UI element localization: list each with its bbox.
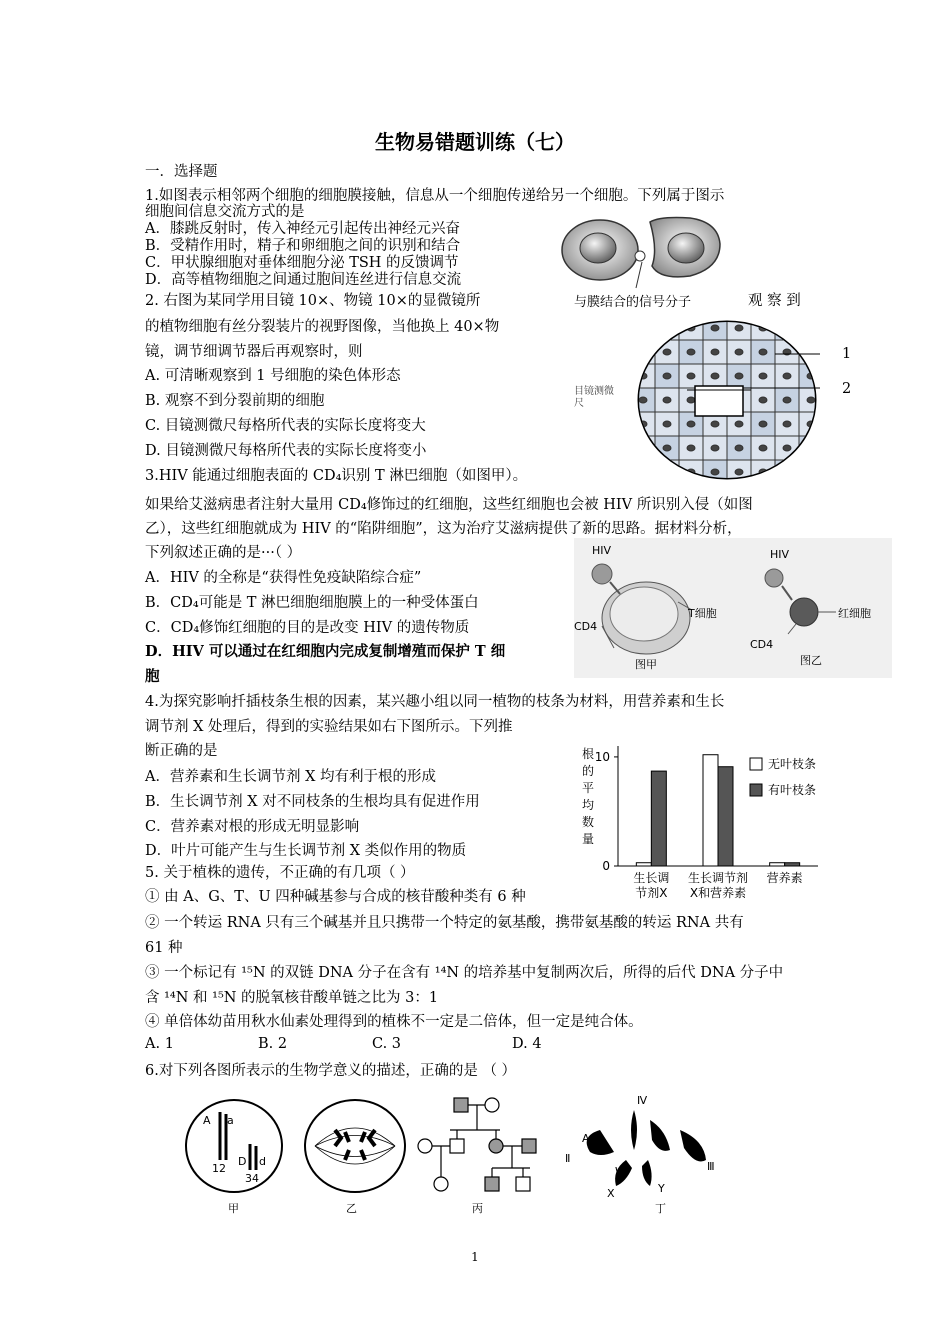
q6-caption-ding: 丁 xyxy=(655,1202,666,1215)
y-tick-label: 0 xyxy=(602,859,610,873)
q3-option-c: C．CD₄修饰红细胞的目的是改变 HIV 的遗传物质 xyxy=(145,620,470,636)
field-nucleus xyxy=(639,349,647,355)
y-axis-label-char: 均 xyxy=(582,798,595,812)
field-nucleus xyxy=(783,373,791,379)
q6-label-a: a xyxy=(227,1114,234,1127)
field-nucleus xyxy=(783,325,791,331)
field-nucleus xyxy=(687,349,695,355)
field-nucleus xyxy=(735,373,743,379)
q2-microscope-field xyxy=(635,320,820,482)
x-tick-label: 节剂X xyxy=(635,886,668,900)
q6-label-d: d xyxy=(259,1155,266,1168)
q6-caption-bing: 丙 xyxy=(472,1202,483,1215)
legend-swatch xyxy=(750,784,762,796)
q5-item-3-line1: ③ 一个标记有 ¹⁵N 的双链 DNA 分子在含有 ¹⁴N 的培养基中复制两次后，所得的后代 DNA 分子中 xyxy=(145,965,784,981)
q3-label-cd4-a: CD4 xyxy=(574,620,598,633)
y-axis-label-char: 的 xyxy=(582,764,595,778)
q3-option-d-line2: 胞 xyxy=(145,668,160,685)
field-nucleus xyxy=(711,325,719,331)
field-nucleus xyxy=(663,421,671,427)
q3-label-rbc: 红细胞 xyxy=(838,607,871,620)
q1-figure-label: 与膜结合的信号分子 xyxy=(574,295,692,310)
q6-stem: 6.对下列各图所表示的生物学意义的描述，正确的是 （ ） xyxy=(145,1063,517,1079)
field-cell xyxy=(799,340,820,364)
section-heading: 一．选择题 xyxy=(145,164,218,180)
x-tick-label: 生长调 xyxy=(633,871,670,885)
y-axis-label-char: 数 xyxy=(582,815,595,829)
q4-option-c: C．营养素对根的形成无明显影响 xyxy=(145,819,360,835)
legend-swatch xyxy=(750,758,762,770)
q4-bar-chart xyxy=(570,740,850,910)
q6-label-III: Ⅲ xyxy=(707,1160,715,1173)
field-nucleus xyxy=(783,445,791,451)
q6-label-dA: A xyxy=(582,1132,590,1145)
q1-stem-line1: 1.如图表示相邻两个细胞的细胞膜接触，信息从一个细胞传递给另一个细胞。下列属于图示 xyxy=(145,188,725,204)
field-cell xyxy=(799,320,820,340)
field-nucleus xyxy=(759,349,767,355)
field-nucleus xyxy=(711,373,719,379)
q3-stem-line3: 乙），这些红细胞就成为 HIV 的“陷阱细胞”，这为治疗艾滋病提供了新的思路。据材料分析， xyxy=(145,521,742,537)
field-cell xyxy=(635,340,655,364)
q5-option-d: D. 4 xyxy=(512,1036,542,1052)
q5-item-3-line2: 含 ¹⁴N 和 ¹⁵N 的脱氧核苷酸单链之比为 3：1 xyxy=(145,990,439,1006)
q5-option-c: C. 3 xyxy=(372,1036,402,1052)
field-nucleus xyxy=(639,325,647,331)
q4-option-d: D．叶片可能产生与生长调节剂 X 类似作用的物质 xyxy=(145,843,467,859)
field-nucleus xyxy=(663,445,671,451)
bar-with-leaf xyxy=(785,863,800,866)
page-title: 生物易错题训练（七） xyxy=(375,130,575,154)
q6-label-12: 12 xyxy=(212,1162,226,1175)
q2-stem-line1-tail: 观 察 到 xyxy=(748,293,801,309)
q3-caption-b: 图乙 xyxy=(800,654,822,667)
field-nucleus xyxy=(663,397,671,403)
q1-cell-figure xyxy=(560,212,730,292)
field-cell xyxy=(775,320,799,340)
q4-option-a: A．营养素和生长调节剂 X 均有利于根的形成 xyxy=(145,769,437,785)
q3-label-tcell: T细胞 xyxy=(688,607,717,620)
q5-stem: 5. 关于植株的遗传，不正确的有几项（ ） xyxy=(145,865,415,881)
field-nucleus xyxy=(639,469,647,475)
q4-stem-line2: 调节剂 X 处理后，得到的实验结果如右下图所示。下列推 xyxy=(145,719,513,735)
q6-label-34: 34 xyxy=(245,1172,259,1185)
field-nucleus xyxy=(807,397,815,403)
q2-stem-line2: 的植物细胞有丝分裂装片的视野图像，当他换上 40×物 xyxy=(145,319,500,335)
q2-option-a: A. 可清晰观察到 1 号细胞的染色体形态 xyxy=(145,368,401,384)
field-nucleus xyxy=(663,469,671,475)
field-nucleus xyxy=(687,421,695,427)
y-axis-label-char: 平 xyxy=(582,781,595,795)
x-tick-label: 营养素 xyxy=(766,871,803,885)
field-cell xyxy=(635,460,655,482)
field-nucleus xyxy=(759,421,767,427)
field-nucleus xyxy=(639,445,647,451)
q6-label-D: D xyxy=(238,1155,247,1168)
bar-with-leaf xyxy=(718,767,733,866)
field-cell xyxy=(635,436,655,460)
x-tick-label: X和营养素 xyxy=(689,886,747,900)
q3-caption-a: 图甲 xyxy=(635,658,657,671)
field-nucleus xyxy=(663,349,671,355)
q1-option-d: D．高等植物细胞之间通过胞间连丝进行信息交流 xyxy=(145,272,462,288)
field-nucleus xyxy=(687,397,695,403)
field-nucleus xyxy=(735,421,743,427)
q6-label-X: X xyxy=(607,1187,615,1200)
q5-item-2-line1: ② 一个转运 RNA 只有三个碱基并且只携带一个特定的氨基酸，携带氨基酸的转运 RNA 共有 xyxy=(145,915,744,931)
q4-stem-line1: 4.为探究影响扦插枝条生根的因素，某兴趣小组以同一植物的枝条为材料，用营养素和生长 xyxy=(145,694,725,710)
q4-stem-line3: 断正确的是 xyxy=(145,743,218,759)
q1-stem-line2: 细胞间信息交流方式的是 xyxy=(145,204,305,220)
field-nucleus xyxy=(663,373,671,379)
q4-option-b: B．生长调节剂 X 对不同枝条的生根均具有促进作用 xyxy=(145,794,480,810)
q1-option-a: A．膝跳反射时，传入神经元引起传出神经元兴奋 xyxy=(145,221,460,237)
field-nucleus xyxy=(783,421,791,427)
q2-figure-number-1: 1 xyxy=(842,346,852,362)
bar-no-leaf xyxy=(636,863,651,866)
q6-label-Y: Y xyxy=(658,1182,665,1195)
y-axis-label-char: 根 xyxy=(582,747,595,761)
q3-stem-line4: 下列叙述正确的是···（ ） xyxy=(145,545,302,561)
q3-option-b: B．CD₄可能是 T 淋巴细胞细胞膜上的一种受体蛋白 xyxy=(145,595,479,611)
field-nucleus xyxy=(759,397,767,403)
q2-figure-number-2: 2 xyxy=(842,381,852,397)
q6-label-W: W xyxy=(615,1165,626,1178)
field-nucleus xyxy=(735,325,743,331)
field-nucleus xyxy=(735,469,743,475)
q5-item-4: ④ 单倍体幼苗用秋水仙素处理得到的植株不一定是二倍体，但一定是纯合体。 xyxy=(145,1014,643,1030)
field-nucleus xyxy=(663,325,671,331)
q3-label-hiv-b: HIV xyxy=(770,548,790,561)
q5-option-a: A. 1 xyxy=(145,1036,174,1052)
field-nucleus xyxy=(807,445,815,451)
q3-label-hiv-a: HIV xyxy=(592,544,612,557)
q3-option-d-line1: D．HIV 可以通过在红细胞内完成复制增殖而保护 T 细 xyxy=(145,643,506,660)
field-nucleus xyxy=(783,397,791,403)
q6-label-II: Ⅱ xyxy=(565,1152,571,1165)
q3-stem-line2: 如果给艾滋病患者注射大量用 CD₄修饰过的红细胞，这些红细胞也会被 HIV 所识别入侵（如图 xyxy=(145,497,753,513)
bar-with-leaf xyxy=(651,771,666,866)
q2-micrometer-label-2: 尺 xyxy=(574,398,584,409)
field-nucleus xyxy=(759,373,767,379)
q5-item-1: ① 由 A、G、T、U 四种碱基参与合成的核苷酸种类有 6 种 xyxy=(145,889,526,905)
q6-label-IV: Ⅳ xyxy=(637,1094,648,1107)
q3-stem-line1: 3.HIV 能通过细胞表面的 CD₄识别 T 淋巴细胞（如图甲）。 xyxy=(145,468,528,484)
q2-option-c: C. 目镜测微尺每格所代表的实际长度将变大 xyxy=(145,418,426,434)
bar-no-leaf xyxy=(770,863,785,866)
field-nucleus xyxy=(807,325,815,331)
q2-stem-line3: 镜，调节细调节器后再观察时，则 xyxy=(145,344,363,360)
field-cell xyxy=(635,320,655,340)
q2-option-b: B. 观察不到分裂前期的细胞 xyxy=(145,393,325,409)
field-nucleus xyxy=(687,445,695,451)
field-nucleus xyxy=(711,445,719,451)
field-nucleus xyxy=(687,373,695,379)
bar-no-leaf xyxy=(703,755,718,866)
q2-micrometer-label-1: 目镜测微 xyxy=(574,386,614,397)
q6-caption-jia: 甲 xyxy=(228,1202,239,1215)
field-nucleus xyxy=(639,397,647,403)
q3-label-cd4-b: CD4 xyxy=(750,638,774,651)
field-nucleus xyxy=(759,445,767,451)
q1-option-b: B．受精作用时，精子和卵细胞之间的识别和结合 xyxy=(145,238,461,254)
field-cell xyxy=(799,436,820,460)
q1-option-c: C．甲状腺细胞对垂体细胞分泌 TSH 的反馈调节 xyxy=(145,255,459,271)
x-tick-label: 生长调节剂 xyxy=(687,871,749,885)
q6-caption-yi: 乙 xyxy=(346,1202,357,1215)
q5-item-2-line2: 61 种 xyxy=(145,940,183,956)
q2-stem-line1: 2. 右图为某同学用目镜 10×、物镜 10×的显微镜所 xyxy=(145,293,481,309)
legend-label: 有叶枝条 xyxy=(768,783,817,797)
field-nucleus xyxy=(711,421,719,427)
field-cell xyxy=(799,460,820,482)
field-cell xyxy=(655,320,679,340)
y-axis-label-char: 量 xyxy=(582,832,595,846)
q6-label-A: A xyxy=(203,1114,211,1127)
field-nucleus xyxy=(807,469,815,475)
legend-label: 无叶枝条 xyxy=(768,757,817,771)
q3-option-a: A．HIV 的全称是“获得性免疫缺陷综合症” xyxy=(145,570,422,586)
field-nucleus xyxy=(735,349,743,355)
page-number: 1 xyxy=(471,1250,479,1264)
q2-option-d: D. 目镜测微尺每格所代表的实际长度将变小 xyxy=(145,443,427,459)
q5-option-b: B. 2 xyxy=(258,1036,288,1052)
field-nucleus xyxy=(711,349,719,355)
field-nucleus xyxy=(783,469,791,475)
field-nucleus xyxy=(735,445,743,451)
y-tick-label: 10 xyxy=(594,749,610,764)
field-nucleus xyxy=(711,469,719,475)
